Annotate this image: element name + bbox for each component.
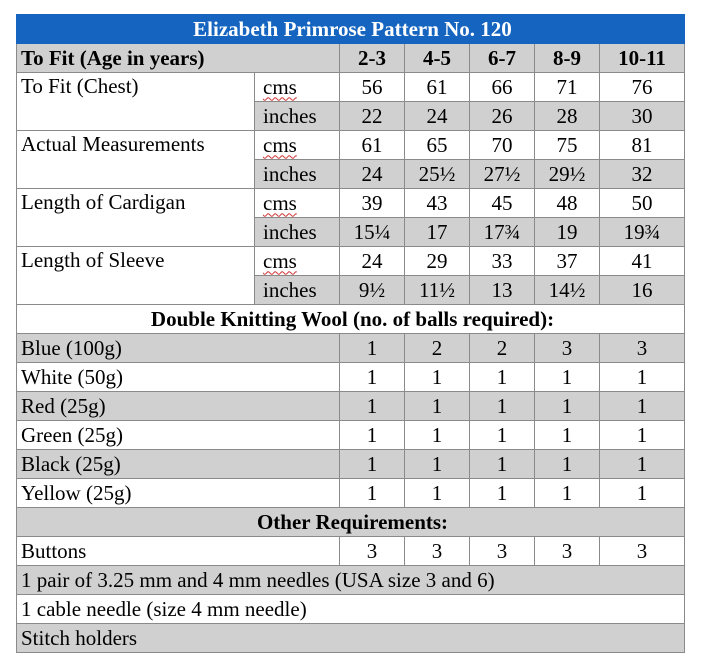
measurement-value-inches: 13 — [470, 276, 535, 305]
other-item-row — [17, 595, 685, 624]
measurement-value-inches: 17¾ — [470, 218, 535, 247]
wool-value: 1 — [600, 392, 685, 421]
wool-value: 2 — [405, 334, 470, 363]
measurement-label: Length of Cardigan — [17, 189, 255, 247]
measurement-value-cms: 41 — [600, 247, 685, 276]
measurement-value-cms: 81 — [600, 131, 685, 160]
wool-value: 1 — [470, 450, 535, 479]
wool-heading-row — [17, 305, 685, 334]
wool-value: 1 — [535, 479, 600, 508]
wool-label: White (50g) — [17, 363, 340, 392]
wool-value: 3 — [535, 334, 600, 363]
measurement-value-cms: 71 — [535, 73, 600, 102]
measurement-value-inches: 24 — [340, 160, 405, 189]
pattern-table — [16, 14, 685, 653]
wool-label: Red (25g) — [17, 392, 340, 421]
measurement-value-inches: 22 — [340, 102, 405, 131]
unit-cms-text: cms — [263, 132, 297, 157]
pattern-table-container — [16, 14, 685, 653]
measurement-value-cms: 33 — [470, 247, 535, 276]
unit-cms-label — [255, 247, 340, 276]
wool-value: 1 — [340, 450, 405, 479]
measurement-value-inches: 17 — [405, 218, 470, 247]
wool-value: 1 — [600, 450, 685, 479]
wool-value: 1 — [340, 334, 405, 363]
wool-value: 1 — [535, 421, 600, 450]
unit-inches-label: inches — [255, 218, 340, 247]
other-item-row — [17, 624, 685, 653]
other-heading: Other Requirements: — [17, 508, 685, 537]
wool-value: 1 — [535, 450, 600, 479]
buttons-row — [17, 537, 685, 566]
measurement-value-cms: 29 — [405, 247, 470, 276]
unit-cms-label — [255, 73, 340, 102]
wool-row — [17, 421, 685, 450]
wool-row — [17, 392, 685, 421]
wool-value: 1 — [405, 450, 470, 479]
measurement-value-inches: 25½ — [405, 160, 470, 189]
measurement-value-inches: 26 — [470, 102, 535, 131]
measurement-value-cms: 61 — [340, 131, 405, 160]
buttons-value: 3 — [600, 537, 685, 566]
wool-value: 1 — [405, 479, 470, 508]
measurement-value-cms: 70 — [470, 131, 535, 160]
measurement-value-inches: 19 — [535, 218, 600, 247]
measurement-value-cms: 56 — [340, 73, 405, 102]
wool-value: 1 — [405, 392, 470, 421]
age-header-cell: 8-9 — [535, 44, 600, 73]
measurement-value-inches: 16 — [600, 276, 685, 305]
wool-value: 1 — [340, 479, 405, 508]
wool-value: 1 — [405, 363, 470, 392]
unit-cms-label — [255, 189, 340, 218]
wool-label: Yellow (25g) — [17, 479, 340, 508]
age-header-cell: 4-5 — [405, 44, 470, 73]
unit-cms-label — [255, 131, 340, 160]
wool-value: 1 — [340, 392, 405, 421]
measurement-value-cms: 50 — [600, 189, 685, 218]
measurement-value-cms: 37 — [535, 247, 600, 276]
measurement-value-cms: 66 — [470, 73, 535, 102]
measurement-value-cms: 76 — [600, 73, 685, 102]
age-header-row — [17, 44, 685, 73]
other-item: Stitch holders — [17, 624, 685, 653]
other-item: 1 cable needle (size 4 mm needle) — [17, 595, 685, 624]
wool-value: 1 — [535, 363, 600, 392]
wool-value: 2 — [470, 334, 535, 363]
age-header-cell: 2-3 — [340, 44, 405, 73]
measurement-cms-row — [17, 131, 685, 160]
unit-inches-label: inches — [255, 102, 340, 131]
measurement-value-inches: 19¾ — [600, 218, 685, 247]
measurement-value-inches: 28 — [535, 102, 600, 131]
measurement-label: Actual Measurements — [17, 131, 255, 189]
age-header-cell: 10-11 — [600, 44, 685, 73]
other-item-row — [17, 566, 685, 595]
wool-value: 1 — [600, 363, 685, 392]
measurement-value-cms: 39 — [340, 189, 405, 218]
wool-value: 1 — [470, 479, 535, 508]
wool-value: 1 — [470, 363, 535, 392]
wool-row — [17, 450, 685, 479]
measurement-value-inches: 9½ — [340, 276, 405, 305]
measurement-value-cms: 61 — [405, 73, 470, 102]
other-heading-row — [17, 508, 685, 537]
wool-value: 1 — [340, 421, 405, 450]
measurement-value-cms: 24 — [340, 247, 405, 276]
unit-cms-text: cms — [263, 248, 297, 273]
unit-inches-label: inches — [255, 276, 340, 305]
wool-value: 1 — [405, 421, 470, 450]
wool-row — [17, 363, 685, 392]
wool-heading: Double Knitting Wool (no. of balls required): — [17, 305, 685, 334]
wool-label: Black (25g) — [17, 450, 340, 479]
measurement-value-inches: 14½ — [535, 276, 600, 305]
buttons-value: 3 — [470, 537, 535, 566]
wool-value: 1 — [535, 392, 600, 421]
buttons-value: 3 — [405, 537, 470, 566]
measurement-value-cms: 43 — [405, 189, 470, 218]
pattern-title: Elizabeth Primrose Pattern No. 120 — [17, 15, 685, 44]
wool-row — [17, 479, 685, 508]
measurement-value-cms: 45 — [470, 189, 535, 218]
measurement-label: Length of Sleeve — [17, 247, 255, 305]
wool-value: 1 — [600, 421, 685, 450]
measurement-cms-row — [17, 189, 685, 218]
measurement-value-inches: 11½ — [405, 276, 470, 305]
unit-cms-text: cms — [263, 190, 297, 215]
measurement-value-inches: 15¼ — [340, 218, 405, 247]
measurement-value-inches: 24 — [405, 102, 470, 131]
unit-cms-text: cms — [263, 74, 297, 99]
measurement-value-inches: 29½ — [535, 160, 600, 189]
buttons-value: 3 — [535, 537, 600, 566]
wool-row — [17, 334, 685, 363]
unit-inches-label: inches — [255, 160, 340, 189]
title-row — [17, 15, 685, 44]
wool-label: Green (25g) — [17, 421, 340, 450]
measurement-value-inches: 30 — [600, 102, 685, 131]
measurement-value-inches: 27½ — [470, 160, 535, 189]
measurement-value-cms: 48 — [535, 189, 600, 218]
buttons-value: 3 — [340, 537, 405, 566]
buttons-label: Buttons — [17, 537, 340, 566]
other-item: 1 pair of 3.25 mm and 4 mm needles (USA size 3 and 6) — [17, 566, 685, 595]
wool-value: 1 — [470, 392, 535, 421]
measurement-value-inches: 32 — [600, 160, 685, 189]
wool-value: 1 — [340, 363, 405, 392]
measurement-value-cms: 75 — [535, 131, 600, 160]
measurement-label: To Fit (Chest) — [17, 73, 255, 131]
measurement-value-cms: 65 — [405, 131, 470, 160]
wool-value: 1 — [470, 421, 535, 450]
measurement-cms-row — [17, 247, 685, 276]
age-header-label: To Fit (Age in years) — [17, 44, 340, 73]
wool-label: Blue (100g) — [17, 334, 340, 363]
age-header-cell: 6-7 — [470, 44, 535, 73]
measurement-cms-row — [17, 73, 685, 102]
wool-value: 1 — [600, 479, 685, 508]
wool-value: 3 — [600, 334, 685, 363]
